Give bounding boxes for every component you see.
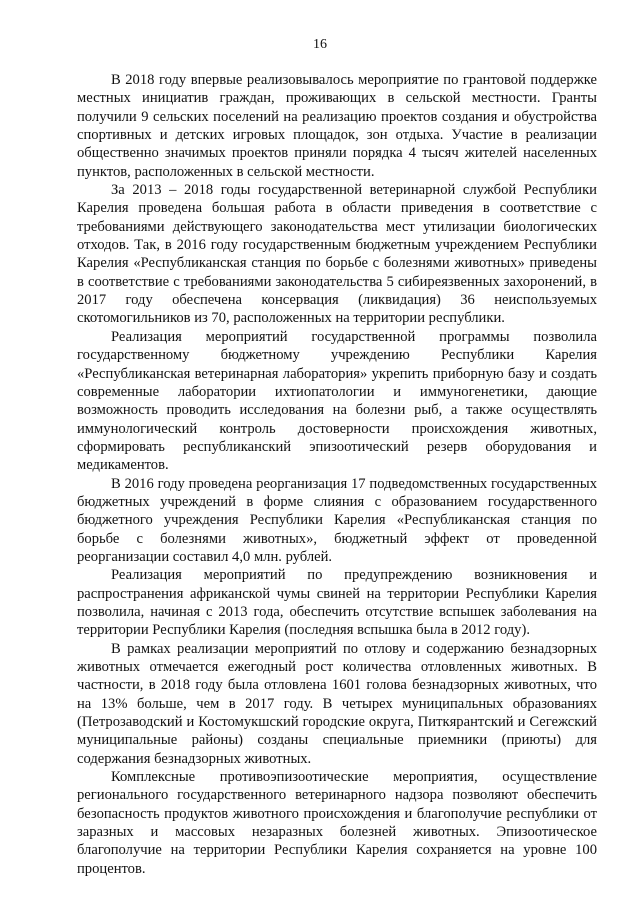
paragraph-stray-animals: В рамках реализации мероприятий по отлову и содержанию безнадзорных животных отмечается ежегодный рост количества отловленных животных. В частности, в 2018 году была отловлена 1601 голова безнадзорных животных, что на 13% больше, чем в 2017 году. В четырех муниципальных образованиях (Петрозаводский и Костомукшский городские округа, Питкярантский и Сегежский муниципальные районы) созданы специальные приемники (приюты) для содержания безнадзорных животных. (77, 640, 597, 767)
paragraph-biological-waste-sites: За 2013 – 2018 годы государственной ветеринарной службой Республики Карелия проведена большая работа в области приведения в соответствие с требованиями действующего законодательства мест утилизации биологических отходов. Так, в 2016 году государственным бюджетным учреждением Республики Карелия «Республиканская станция по борьбе с болезнями животных» приведены в соответствие с требованиями законодательства 5 сибиреязвенных захоронений, в 2017 году обеспечена консервация (ликвидация) 36 неиспользуемых скотомогильников из 70, расположенных на территории республики. (77, 182, 597, 327)
paragraph-epizootic-wellbeing: Комплексные противоэпизоотические мероприятия, осуществление регионального государственного ветеринарного надзора позволяют обеспечить безопасность продуктов животного происхождения и благополучие республики от заразных и массовых незаразных болезней животных. Эпизоотическое благополучие на территории Республики Карелия сохраняется на уровне 100 процентов. (77, 769, 597, 877)
page-number: 16 (313, 37, 327, 52)
document-body (77, 71, 597, 878)
paragraph-african-swine-fever: Реализация мероприятий по предупреждению возникновения и распространения африканской чумы свиней на территории Республики Карелия позволила, начиная с 2013 года, обеспечить отсутствие вспышек заболевания на территории Республики Карелия (последняя вспышка была в 2012 году). (77, 567, 597, 639)
paragraph-veterinary-laboratory: Реализация мероприятий государственной программы позволила государственному бюджетному учреждению Республики Карелия «Республиканская ветеринарная лаборатория» укрепить приборную базу и создать современные лаборатории ихтиопатологии и иммуногенетики, дающие возможность проводить исследования на болезни рыб, а также осуществлять иммунологический контроль достоверности происхождения животных, сформировать республиканский эпизоотический резерв оборудования и медикаментов. (77, 328, 597, 474)
paragraph-reorganization: В 2016 году проведена реорганизация 17 подведомственных государственных бюджетных учреждений в форме слияния с образованием государственного бюджетного учреждения Республики Карелия «Республиканская станция по борьбе с болезнями животных», бюджетный эффект от проведенной реорганизации составил 4,0 млн. рублей. (77, 475, 597, 565)
paragraph-grant-support: В 2018 году впервые реализовывалось мероприятие по грантовой поддержке местных инициатив граждан, проживающих в сельской местности. Гранты получили 9 сельских поселений на реализацию проектов создания и обустройства спортивных и детских игровых площадок, зон отдыха. Участие в реализации общественно значимых проектов приняли порядка 4 тысяч жителей населенных пунктов, расположенных в сельской местности. (77, 72, 597, 180)
